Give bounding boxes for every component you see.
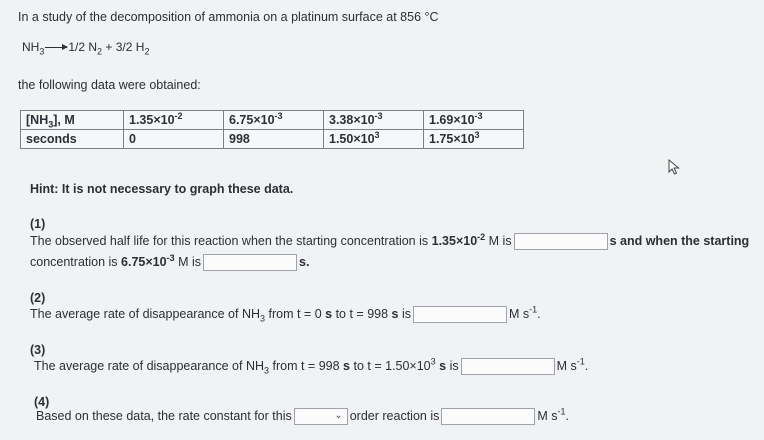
cell-exponent: 3 bbox=[474, 129, 480, 140]
rate-2-input[interactable] bbox=[461, 358, 555, 375]
value: 1.35×10 bbox=[431, 233, 478, 248]
table-cell bbox=[324, 130, 424, 149]
q1-concentration-1 bbox=[431, 231, 486, 248]
question-3-number: (3) bbox=[30, 343, 46, 357]
cell-value: 1.35×10 bbox=[129, 113, 175, 127]
q2-text: to t = 998 bbox=[335, 306, 389, 321]
q1-text: M is bbox=[488, 233, 512, 248]
q4-text: . bbox=[565, 408, 569, 423]
data-table bbox=[20, 110, 524, 149]
exponent: -2 bbox=[477, 231, 486, 242]
table-cell bbox=[124, 130, 224, 149]
table-cell bbox=[424, 130, 524, 149]
value: 6.75×10 bbox=[121, 254, 167, 269]
unit-exponent: -1 bbox=[529, 304, 538, 315]
reactant-subscript: 3 bbox=[39, 46, 45, 57]
reaction-equation bbox=[22, 40, 150, 57]
q3-text: from t = 998 bbox=[272, 358, 340, 373]
cell-exponent: -3 bbox=[474, 110, 483, 121]
hint-text: Hint: It is not necessary to graph these data. bbox=[30, 182, 294, 196]
cell-value: 1.75×10 bbox=[429, 132, 475, 146]
row-header-seconds: seconds bbox=[21, 130, 124, 149]
product-1-subscript: 2 bbox=[97, 46, 103, 57]
header-part: ], M bbox=[53, 113, 75, 127]
q2-text: is bbox=[401, 306, 412, 321]
product-2: + 3/2 H bbox=[105, 40, 145, 54]
q3-text: s bbox=[343, 358, 350, 373]
table-cell bbox=[324, 111, 424, 130]
q1-text: s and when the starting bbox=[609, 233, 750, 248]
product-2-subscript: 2 bbox=[144, 46, 150, 57]
unit: M s bbox=[509, 306, 530, 321]
cell-value: 6.75×10 bbox=[229, 113, 275, 127]
q3-text: to t = 1.50×10 bbox=[353, 358, 431, 373]
chevron-down-icon: ⌄ bbox=[334, 410, 343, 421]
cell-exponent: -3 bbox=[374, 110, 383, 121]
unit-exponent: -1 bbox=[557, 406, 566, 417]
intro-text: In a study of the decomposition of ammonia on a platinum surface at 856 °C bbox=[18, 10, 439, 24]
data-intro-text: the following data were obtained: bbox=[18, 78, 201, 92]
q1-text: The observed half life for this reaction when the starting concentration is bbox=[30, 233, 429, 248]
q3-text: The average rate of disappearance of NH bbox=[34, 358, 264, 373]
mouse-cursor-icon bbox=[668, 159, 680, 175]
rate-constant-input[interactable] bbox=[441, 408, 535, 425]
question-1-line-1 bbox=[30, 233, 749, 250]
question-1-number: (1) bbox=[30, 217, 46, 231]
question-4-number: (4) bbox=[34, 395, 50, 409]
q1-text: concentration is bbox=[30, 254, 118, 269]
q2-text: from t = 0 bbox=[268, 306, 322, 321]
q1-text: M is bbox=[178, 254, 202, 269]
reactant: NH bbox=[22, 40, 40, 54]
row-header-concentration bbox=[21, 111, 124, 130]
q1-concentration-2 bbox=[121, 252, 175, 269]
table-cell bbox=[124, 111, 224, 130]
half-life-2-input[interactable] bbox=[203, 254, 297, 271]
exponent: 3 bbox=[430, 356, 436, 367]
unit-exponent: -1 bbox=[576, 356, 585, 367]
header-subscript: 3 bbox=[48, 119, 54, 130]
unit: M s bbox=[556, 358, 577, 373]
product-1: 1/2 N bbox=[68, 40, 98, 54]
rate-1-input[interactable] bbox=[413, 306, 507, 323]
cell-exponent: -3 bbox=[274, 110, 283, 121]
table-cell bbox=[224, 111, 324, 130]
order-select[interactable] bbox=[294, 408, 348, 425]
question-2-line bbox=[30, 306, 541, 323]
question-3-line bbox=[34, 358, 588, 375]
q3-text: is bbox=[449, 358, 459, 373]
reaction-arrow-icon bbox=[45, 47, 67, 48]
cell-exponent: -2 bbox=[174, 110, 183, 121]
subscript: 3 bbox=[260, 313, 266, 324]
exponent: -3 bbox=[166, 252, 175, 263]
q2-text: s bbox=[325, 306, 333, 321]
cell-value: 1.69×10 bbox=[429, 113, 475, 127]
subscript: 3 bbox=[264, 365, 270, 376]
cell-value: 998 bbox=[229, 132, 250, 146]
cell-value: 1.50×10 bbox=[329, 132, 375, 146]
q2-text: . bbox=[537, 306, 541, 321]
q4-text: order reaction is bbox=[349, 408, 440, 423]
unit: M s bbox=[537, 408, 558, 423]
problem-intro bbox=[18, 10, 439, 24]
table-cell bbox=[424, 111, 524, 130]
half-life-1-input[interactable] bbox=[514, 233, 608, 250]
table-cell bbox=[224, 130, 324, 149]
question-2-number: (2) bbox=[30, 291, 46, 305]
q3-text: . bbox=[584, 358, 589, 373]
q2-text: The average rate of disappearance of NH bbox=[30, 306, 260, 321]
cell-value: 3.38×10 bbox=[329, 113, 375, 127]
question-4-line bbox=[36, 408, 569, 425]
q3-text: s bbox=[439, 358, 447, 373]
q2-text: s bbox=[391, 306, 399, 321]
header-part: [NH bbox=[26, 113, 49, 127]
cell-value: 0 bbox=[129, 132, 136, 146]
q1-text: s. bbox=[299, 254, 310, 269]
table-row bbox=[21, 111, 524, 130]
table-row bbox=[21, 130, 524, 149]
q4-text: Based on these data, the rate constant for this bbox=[36, 408, 292, 423]
question-1-line-2 bbox=[30, 254, 309, 271]
cell-exponent: 3 bbox=[374, 129, 380, 140]
